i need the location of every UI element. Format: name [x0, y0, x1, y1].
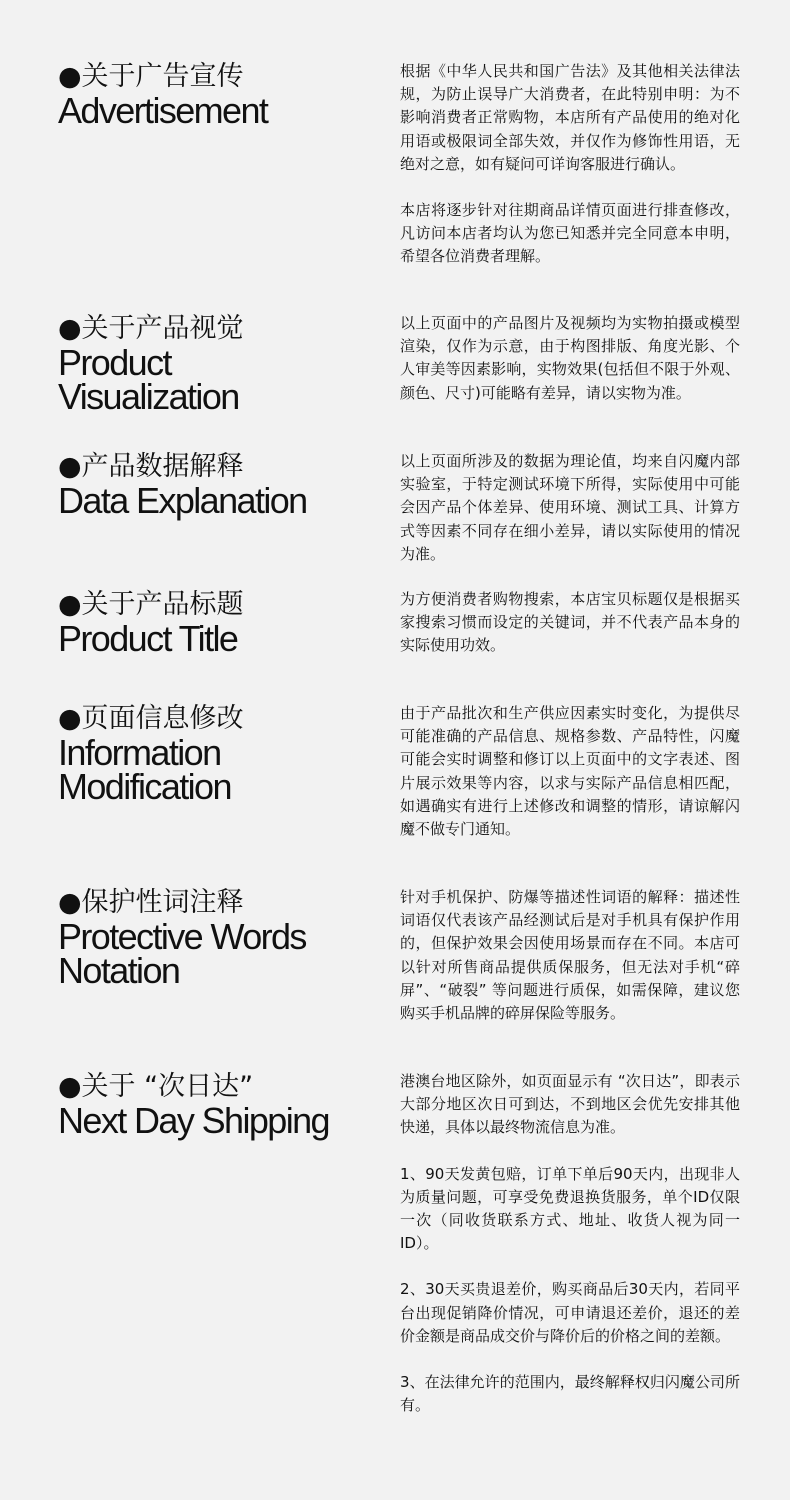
heading-zh: ●保护性词注释 [58, 887, 244, 918]
heading-en [58, 1100, 378, 1141]
body-paragraph: 2、30天买贵退差价，购买商品后30天内，若同平台出现促销降价情况，可申请退还差价，退还的差价金额是商品成交价与降价后的价格之间的差额。 [400, 1280, 740, 1345]
heading-en-line: Information [58, 732, 221, 773]
section-body [400, 702, 740, 841]
heading-en [58, 90, 378, 131]
heading-zh: ●关于 “次日达” [58, 1071, 254, 1102]
section-heading [58, 1070, 378, 1141]
section-body [400, 450, 740, 566]
section-heading [58, 886, 378, 991]
body-paragraph: 3、在法律允许的范围内，最终解释权归闪魔公司所有。 [400, 1373, 740, 1415]
section-heading [58, 588, 378, 659]
heading-en-line: Data Explanation [58, 480, 307, 521]
heading-en-line: Product Title [58, 618, 238, 659]
body-paragraph: 港澳台地区除外，如页面显示有 “次日达”，即表示大部分地区次日可到达，不到地区会优先安排其他快递，具体以最终物流信息为准。 [400, 1072, 740, 1137]
heading-zh: ●产品数据解释 [58, 451, 244, 482]
body-paragraph: 本店将逐步针对往期商品详情页面进行排查修改，凡访问本店者均认为您已知悉并完全同意本申明，希望各位消费者理解。 [400, 201, 740, 266]
section-body [400, 588, 740, 658]
heading-zh: ●关于广告宣传 [58, 61, 244, 92]
body-paragraph: 以上页面中的产品图片及视频均为实物拍摄或模型渲染，仅作为示意，由于构图排版、角度光影、个人审美等因素影响，实物效果(包括但不限于外观、颜色、尺寸)可能略有差异，请以实物为准。 [400, 314, 740, 402]
heading-zh: ●页面信息修改 [58, 703, 244, 734]
section-heading [58, 60, 378, 131]
heading-zh: ●关于产品标题 [58, 589, 244, 620]
body-paragraph: 根据《中华人民共和国广告法》及其他相关法律法规，为防止误导广大消费者，在此特别申明：为不影响消费者正常购物，本店所有产品使用的绝对化用语或极限词全部失效，并仅作为修饰性用语，无绝对之意，如有疑问可详询客服进行确认。 [400, 62, 740, 173]
heading-en-line: Protective Words [58, 916, 306, 957]
heading-en-line: Notation [58, 950, 180, 991]
section-heading [58, 312, 378, 417]
heading-en-line: Product [58, 342, 171, 383]
section-body [400, 60, 740, 269]
body-paragraph: 以上页面所涉及的数据为理论值，均来自闪魔内部实验室，于特定测试环境下所得，实际使用中可能会因产品个体差异、使用环境、测试工具、计算方式等因素不同存在细小差异，请以实际使用的情况为准。 [400, 452, 740, 563]
heading-en-line: Visualization [58, 376, 239, 417]
section-body [400, 886, 740, 1025]
section-heading [58, 450, 378, 521]
heading-en-line: Advertisement [58, 90, 268, 131]
body-paragraph: 为方便消费者购物搜索，本店宝贝标题仅是根据买家搜索习惯而设定的关键词，并不代表产品本身的实际使用功效。 [400, 590, 740, 655]
heading-en [58, 916, 378, 991]
heading-en [58, 732, 378, 807]
heading-en-line: Next Day Shipping [58, 1100, 329, 1141]
section-body [400, 312, 740, 405]
body-paragraph: 由于产品批次和生产供应因素实时变化，为提供尽可能准确的产品信息、规格参数、产品特性，闪魔可能会实时调整和修订以上页面中的文字表述、图片展示效果等内容，以求与实际产品信息相匹配，如遇确实有进行上述修改和调整的情形，请谅解闪魔不做专门通知。 [400, 704, 740, 839]
section-body [400, 1070, 740, 1417]
body-paragraph: 1、90天发黄包赔，订单下单后90天内，出现非人为质量问题，可享受免费退换货服务，单个ID仅限一次（同收货联系方式、地址、收货人视为同一ID）。 [400, 1164, 740, 1253]
heading-zh: ●关于产品视觉 [58, 313, 244, 344]
heading-en [58, 618, 378, 659]
heading-en [58, 480, 378, 521]
heading-en-line: Modification [58, 766, 231, 807]
body-paragraph: 针对手机保护、防爆等描述性词语的解释：描述性词语仅代表该产品经测试后是对手机具有保护作用的，但保护效果会因使用场景而存在不同。本店可以针对所售商品提供质保服务，但无法对手机“碎屏”、“破裂” 等问题进行质保，如需保障，建议您购买手机品牌的碎屏保险等服务。 [400, 888, 740, 1023]
section-heading [58, 702, 378, 807]
heading-en [58, 342, 378, 417]
